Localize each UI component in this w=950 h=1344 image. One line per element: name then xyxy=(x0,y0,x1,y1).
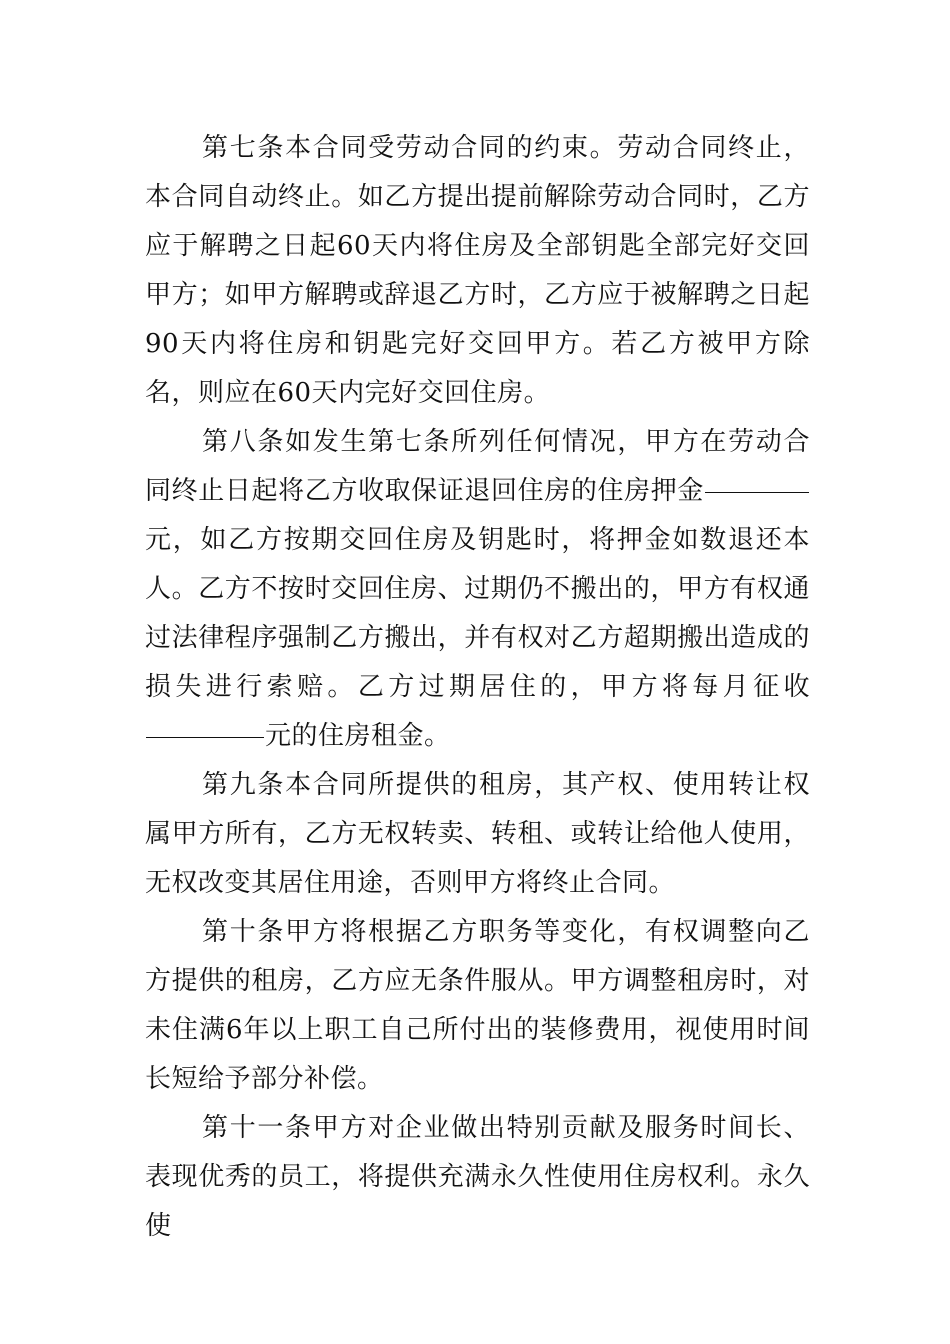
article-11-paragraph xyxy=(145,1104,810,1251)
document-page xyxy=(145,124,810,1251)
article-10-text: 第十条甲方将根据乙方职务等变化，有权调整向乙方提供的租房，乙方应无条件服从。甲方调整租房时，对未住满6年以上职工自己所付出的装修费用，视使用时间长短给予部分补偿。 xyxy=(145,917,810,1094)
article-8-paragraph xyxy=(145,418,810,761)
article-7-text: 第七条本合同受劳动合同的约束。劳动合同终止，本合同自动终止。如乙方提出提前解除劳动合同时，乙方应于解聘之日起60天内将住房及全部钥匙全部完好交回甲方；如甲方解聘或辞退乙方时，乙方应于被解聘之日起90天内将住房和钥匙完好交回甲方。若乙方被甲方除名，则应在60天内完好交回住房。 xyxy=(145,133,810,408)
article-11-text: 第十一条甲方对企业做出特别贡献及服务时间长、表现优秀的员工，将提供充满永久性使用住房权利。永久使 xyxy=(145,1113,810,1241)
article-8-text-part2: 元，如乙方按期交回住房及钥匙时，将押金如数退还本人。乙方不按时交回住房、过期仍不搬出的，甲方有权通过法律程序强制乙方搬出，并有权对乙方超期搬出造成的损失进行索赔。乙方过期居住的，甲方将每月征收 xyxy=(145,525,810,702)
article-8-text-part1: 第八条如发生第七条所列任何情况，甲方在劳动合同终止日起将乙方收取保证退回住房的住房押金 xyxy=(145,427,810,506)
article-8-text-part3: 元的住房租金。 xyxy=(265,721,451,751)
article-9-text: 第九条本合同所提供的租房，其产权、使用转让权属甲方所有，乙方无权转卖、转租、或转让给他人使用，无权改变其居住用途，否则甲方将终止合同。 xyxy=(145,770,810,898)
article-7-paragraph xyxy=(145,124,810,418)
article-10-paragraph xyxy=(145,908,810,1104)
article-9-paragraph xyxy=(145,761,810,908)
monthly-rent-blank xyxy=(146,736,264,738)
deposit-amount-blank xyxy=(705,491,809,493)
